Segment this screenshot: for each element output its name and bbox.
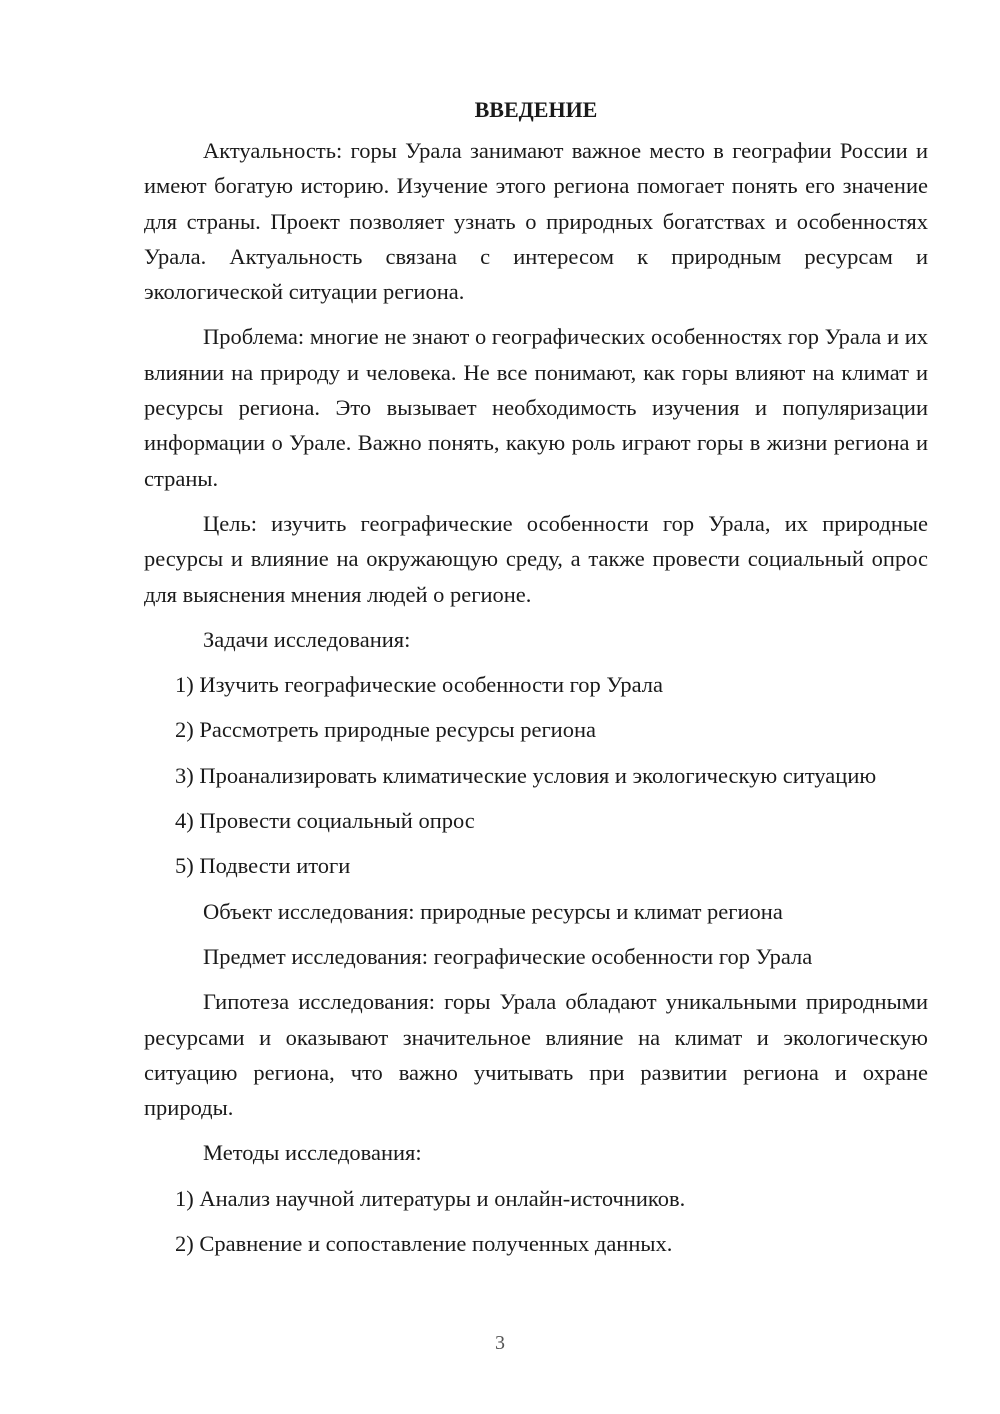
- object-line: Объект исследования: природные ресурсы и климат региона: [203, 898, 783, 924]
- section-heading: ВВЕДЕНИЕ: [474, 97, 598, 122]
- subject-line: Предмет исследования: географические особенности гор Урала: [203, 943, 813, 969]
- task-item: 1) Изучить географические особенности гор Урала: [175, 672, 664, 698]
- document-page: [144, 92, 928, 1271]
- problem-paragraph: Проблема: многие не знают о географических особенностях гор Урала и их влиянии на природу и человека. Не все понимают, как горы влияют на климат и ресурсы региона. Это вызывает необходимость изучения и популяризации информации о Урале. Важно понять, какую роль играют горы в жизни региона и страны.: [144, 324, 928, 491]
- method-item: 2) Сравнение и сопоставление полученных данных.: [175, 1231, 673, 1257]
- task-item: 2) Рассмотреть природные ресурсы региона: [175, 717, 596, 743]
- goal-paragraph: Цель: изучить географические особенности гор Урала, их природные ресурсы и влияние на окружающую среду, а также провести социальный опрос для выяснения мнения людей о регионе.: [144, 510, 928, 607]
- task-item: 5) Подвести итоги: [175, 853, 351, 879]
- page-number: 3: [495, 1332, 505, 1354]
- method-item: 1) Анализ научной литературы и онлайн-источников.: [175, 1185, 686, 1211]
- task-item: 4) Провести социальный опрос: [175, 808, 475, 834]
- task-item: 3) Проанализировать климатические условия и экологическую ситуацию: [175, 762, 877, 788]
- hypothesis-paragraph: Гипотеза исследования: горы Урала обладают уникальными природными ресурсами и оказывают значительное влияние на климат и экологическую ситуацию региона, что важно учитывать при развитии региона и охране природы.: [144, 989, 928, 1121]
- methods-title: Методы исследования:: [203, 1140, 422, 1166]
- relevance-paragraph: Актуальность: горы Урала занимают важное место в географии России и имеют богатую историю. Изучение этого региона помогает понять его значение для страны. Проект позволяет узнать о природных богатствах и особенностях Урала. Актуальность связана с интересом к природным ресурсам и экологической ситуации региона.: [144, 138, 928, 305]
- tasks-title: Задачи исследования:: [203, 626, 411, 652]
